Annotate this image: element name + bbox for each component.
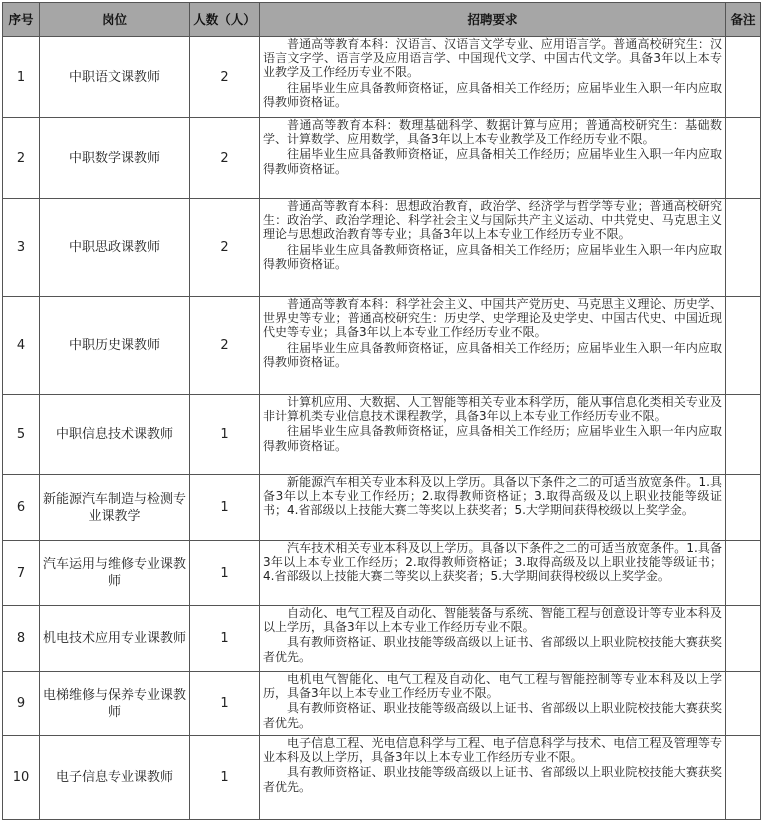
cell-count: 1	[190, 475, 260, 541]
cell-seq: 1	[3, 37, 40, 118]
table-row	[3, 118, 761, 199]
cell-post: 中职数学课教师	[40, 118, 190, 199]
cell-post: 中职语文课教师	[40, 37, 190, 118]
cell-requirements	[260, 672, 726, 736]
cell-post: 中职思政课教师	[40, 199, 190, 297]
table-row	[3, 395, 761, 475]
table-row	[3, 37, 761, 118]
requirement-paragraph: 普通高等教育本科：汉语言、汉语言文学专业、应用语言学。普通高校研究生：汉语言文字学、语言学及应用语言学、中国现代文学、中国古代文学。具备3年以上本专业教学及工作经历专业不限。	[263, 37, 722, 80]
cell-remark	[726, 606, 761, 672]
requirement-paragraph: 电机电气智能化、电气工程及自动化、电气工程与智能控制等专业本科及以上学历，具备3年以上本专业工作经历专业不限。	[263, 672, 722, 701]
requirement-paragraph: 往届毕业生应具备教师资格证，应具备相关工作经历；应届毕业生入职一年内应取得教师资格证。	[263, 147, 722, 176]
cell-requirements	[260, 395, 726, 475]
cell-count: 2	[190, 118, 260, 199]
cell-count: 1	[190, 395, 260, 475]
cell-remark	[726, 37, 761, 118]
cell-count: 1	[190, 672, 260, 736]
cell-requirements	[260, 37, 726, 118]
cell-remark	[726, 297, 761, 395]
table-row	[3, 606, 761, 672]
requirement-paragraph: 往届毕业生应具备教师资格证，应具备相关工作经历；应届毕业生入职一年内应取得教师资格证。	[263, 242, 722, 271]
header-remark: 备注	[726, 3, 761, 37]
requirement-paragraph: 往届毕业生应具备教师资格证，应具备相关工作经历；应届毕业生入职一年内应取得教师资格证。	[263, 424, 722, 453]
cell-seq: 8	[3, 606, 40, 672]
cell-seq: 4	[3, 297, 40, 395]
cell-remark	[726, 475, 761, 541]
header-requirements: 招聘要求	[260, 3, 726, 37]
cell-post: 电梯维修与保养专业课教师	[40, 672, 190, 736]
cell-count: 1	[190, 541, 260, 606]
header-seq: 序号	[3, 3, 40, 37]
cell-requirements	[260, 475, 726, 541]
cell-requirements	[260, 736, 726, 820]
cell-post: 中职历史课教师	[40, 297, 190, 395]
requirement-paragraph: 普通高等教育本科：科学社会主义、中国共产党历史、马克思主义理论、历史学、世界史等专业；普通高校研究生：历史学、史学理论及史学史、中国古代史、中国近现代史等专业；具备3年以上本专业工作经历专业不限。	[263, 297, 722, 340]
table-row	[3, 672, 761, 736]
cell-post: 新能源汽车制造与检测专业课教学	[40, 475, 190, 541]
header-count: 人数（人）	[190, 3, 260, 37]
requirement-paragraph: 汽车技术相关专业本科及以上学历。具备以下条件之二的可适当放宽条件。1.具备3年以上本专业工作经历；2.取得教师资格证；3.取得高级及以上职业技能等级证书；4.省部级以上技能大赛二等奖以上获奖者；5.大学期间获得校级以上奖学金。	[263, 541, 722, 584]
requirement-paragraph: 电子信息工程、光电信息科学与工程、电子信息科学与技术、电信工程及管理等专业本科及以上学历，具备3年以上本专业工作经历专业不限。	[263, 736, 722, 765]
cell-remark	[726, 395, 761, 475]
cell-seq: 7	[3, 541, 40, 606]
cell-remark	[726, 199, 761, 297]
cell-seq: 10	[3, 736, 40, 820]
cell-post: 机电技术应用专业课教师	[40, 606, 190, 672]
cell-requirements	[260, 541, 726, 606]
requirement-paragraph: 计算机应用、大数据、人工智能等相关专业本科学历，能从事信息化类相关专业及非计算机类专业信息技术课程教学，具备3年以上本专业工作经历专业不限。	[263, 395, 722, 424]
requirement-paragraph: 普通高等教育本科：数理基础科学、数据计算与应用；普通高校研究生：基础数学、计算数学、应用数学，具备3年以上本专业教学及工作经历专业不限。	[263, 118, 722, 147]
requirement-paragraph: 往届毕业生应具备教师资格证，应具备相关工作经历；应届毕业生入职一年内应取得教师资格证。	[263, 80, 722, 109]
cell-count: 1	[190, 606, 260, 672]
cell-seq: 3	[3, 199, 40, 297]
requirement-paragraph: 具有教师资格证、职业技能等级高级以上证书、省部级以上职业院校技能大赛获奖者优先。	[263, 701, 722, 730]
cell-count: 1	[190, 736, 260, 820]
cell-count: 2	[190, 37, 260, 118]
cell-requirements	[260, 297, 726, 395]
table-row	[3, 541, 761, 606]
requirement-paragraph: 新能源汽车相关专业本科及以上学历。具备以下条件之二的可适当放宽条件。1.具备3年以上本专业工作经历；2.取得教师资格证；3.取得高级及以上职业技能等级证书；4.省部级以上技能大赛二等奖以上获奖者；5.大学期间获得校级以上奖学金。	[263, 475, 722, 518]
cell-remark	[726, 118, 761, 199]
table-row	[3, 475, 761, 541]
cell-seq: 2	[3, 118, 40, 199]
requirement-paragraph: 具有教师资格证、职业技能等级高级以上证书、省部级以上职业院校技能大赛获奖者优先。	[263, 765, 722, 794]
requirement-paragraph: 具有教师资格证、职业技能等级高级以上证书、省部级以上职业院校技能大赛获奖者优先。	[263, 635, 722, 664]
cell-seq: 5	[3, 395, 40, 475]
requirement-paragraph: 往届毕业生应具备教师资格证，应具备相关工作经历；应届毕业生入职一年内应取得教师资格证。	[263, 340, 722, 369]
cell-remark	[726, 672, 761, 736]
cell-remark	[726, 736, 761, 820]
cell-seq: 6	[3, 475, 40, 541]
recruitment-table	[2, 2, 761, 820]
cell-remark	[726, 541, 761, 606]
cell-requirements	[260, 118, 726, 199]
cell-requirements	[260, 199, 726, 297]
table-row	[3, 736, 761, 820]
table-row	[3, 297, 761, 395]
cell-post: 中职信息技术课教师	[40, 395, 190, 475]
header-post: 岗位	[40, 3, 190, 37]
cell-count: 2	[190, 297, 260, 395]
cell-count: 2	[190, 199, 260, 297]
header-row	[3, 3, 761, 37]
cell-seq: 9	[3, 672, 40, 736]
cell-post: 汽车运用与维修专业课教师	[40, 541, 190, 606]
requirement-paragraph: 普通高等教育本科：思想政治教育，政治学、经济学与哲学等专业；普通高校研究生：政治学、政治学理论、科学社会主义与国际共产主义运动、中共党史、马克思主义理论与思想政治教育等专业；具备3年以上本专业工作经历专业不限。	[263, 199, 722, 242]
cell-requirements	[260, 606, 726, 672]
table-row	[3, 199, 761, 297]
cell-post: 电子信息专业课教师	[40, 736, 190, 820]
requirement-paragraph: 自动化、电气工程及自动化、智能装备与系统、智能工程与创意设计等专业本科及以上学历，具备3年以上本专业工作经历专业不限。	[263, 606, 722, 635]
